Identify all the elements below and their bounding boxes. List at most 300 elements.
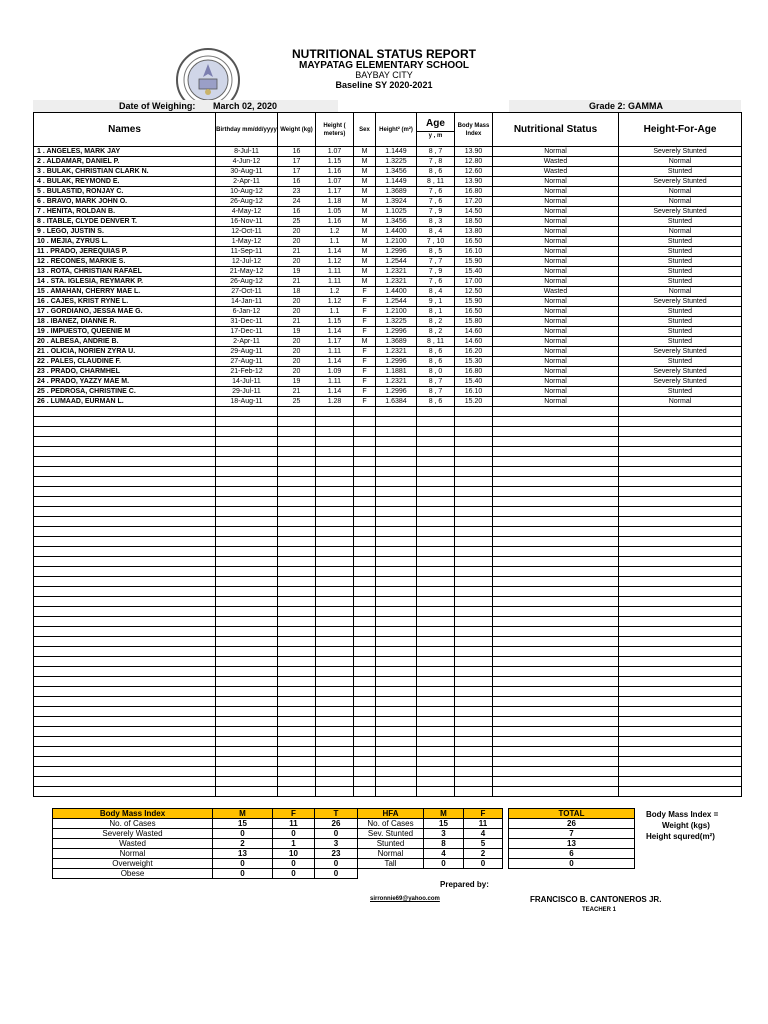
hfa-summary-row (358, 839, 503, 849)
table-row (34, 207, 742, 217)
cell-bmi (455, 547, 493, 557)
cell-height2 (376, 587, 417, 597)
cell-weight (278, 627, 316, 637)
cell-age (417, 507, 455, 517)
cell-age: 8 , 11 (417, 177, 455, 187)
cell-hfa (619, 707, 742, 717)
cell-hfa: Stunted (619, 337, 742, 347)
cell-weight: 20 (278, 257, 316, 267)
cell-age (417, 447, 455, 457)
total-summary-row (509, 859, 635, 869)
empty-row (34, 747, 742, 757)
cell-hfa (619, 437, 742, 447)
bmi-summary-table (52, 808, 358, 879)
cell-height: 1.15 (316, 157, 354, 167)
cell-weight (278, 667, 316, 677)
cell-bmi (455, 477, 493, 487)
email-link[interactable]: sirronnie69@yahoo.com (370, 896, 440, 902)
cell-name (34, 717, 216, 727)
cell-height: 1.11 (316, 277, 354, 287)
cell-age (417, 757, 455, 767)
cell-age: 8 , 3 (417, 217, 455, 227)
cell-birthday: 21-May-12 (216, 267, 278, 277)
grade-label: Grade 2: GAMMA (589, 101, 664, 111)
cell-birthday: 14-Jul-11 (216, 377, 278, 387)
bmi-summary-cell: Overweight (53, 859, 213, 869)
cell-status (493, 577, 619, 587)
cell-weight (278, 697, 316, 707)
cell-hfa: Severely Stunted (619, 367, 742, 377)
cell-hfa: Normal (619, 187, 742, 197)
cell-height2 (376, 607, 417, 617)
cell-status (493, 727, 619, 737)
cell-height: 1.17 (316, 187, 354, 197)
cell-height: 1.09 (316, 367, 354, 377)
cell-sex (354, 487, 376, 497)
cell-bmi: 12.80 (455, 157, 493, 167)
cell-age (417, 477, 455, 487)
cell-hfa (619, 507, 742, 517)
cell-height (316, 657, 354, 667)
cell-sex: M (354, 157, 376, 167)
cell-height2: 1.1449 (376, 177, 417, 187)
cell-bmi (455, 567, 493, 577)
cell-height: 1.11 (316, 377, 354, 387)
cell-status (493, 737, 619, 747)
cell-sex (354, 627, 376, 637)
cell-sex (354, 477, 376, 487)
cell-hfa: Stunted (619, 217, 742, 227)
cell-hfa (619, 637, 742, 647)
cell-sex (354, 767, 376, 777)
cell-height2 (376, 747, 417, 757)
cell-height (316, 787, 354, 797)
cell-hfa: Normal (619, 287, 742, 297)
total-summary-table (508, 808, 635, 869)
cell-name (34, 517, 216, 527)
cell-birthday: 18-Aug-11 (216, 397, 278, 407)
cell-bmi (455, 687, 493, 697)
empty-row (34, 477, 742, 487)
cell-height (316, 527, 354, 537)
cell-birthday (216, 467, 278, 477)
cell-sex (354, 547, 376, 557)
cell-sex: M (354, 277, 376, 287)
cell-sex: M (354, 177, 376, 187)
cell-height (316, 407, 354, 417)
cell-hfa: Stunted (619, 277, 742, 287)
cell-weight (278, 537, 316, 547)
cell-hfa (619, 597, 742, 607)
cell-bmi (455, 507, 493, 517)
cell-age: 7 , 9 (417, 267, 455, 277)
cell-weight (278, 777, 316, 787)
cell-weight (278, 447, 316, 457)
cell-bmi (455, 697, 493, 707)
cell-status: Normal (493, 297, 619, 307)
cell-sex (354, 647, 376, 657)
cell-birthday (216, 497, 278, 507)
cell-hfa: Stunted (619, 387, 742, 397)
cell-birthday: 17-Dec-11 (216, 327, 278, 337)
cell-age (417, 457, 455, 467)
bmi-summary-cell: 0 (315, 859, 358, 869)
cell-height (316, 557, 354, 567)
cell-name: 25 . PEDROSA, CHRISTINE C. (34, 387, 216, 397)
cell-weight (278, 547, 316, 557)
cell-name (34, 747, 216, 757)
table-row (34, 197, 742, 207)
hfa-summary-cell: 0 (424, 859, 464, 869)
cell-status (493, 787, 619, 797)
col-height: Height ( meters) (316, 113, 354, 147)
cell-name (34, 467, 216, 477)
cell-hfa (619, 717, 742, 727)
cell-height (316, 497, 354, 507)
cell-height: 1.28 (316, 397, 354, 407)
empty-row (34, 677, 742, 687)
empty-row (34, 757, 742, 767)
hfa-summary-cell: 4 (424, 849, 464, 859)
bmi-summary-cell: 0 (213, 859, 273, 869)
cell-hfa (619, 757, 742, 767)
cell-birthday (216, 627, 278, 637)
cell-height2 (376, 597, 417, 607)
cell-name: 15 . AMAHAN, CHERRY MAE L. (34, 287, 216, 297)
cell-name (34, 687, 216, 697)
cell-name (34, 727, 216, 737)
cell-weight (278, 427, 316, 437)
cell-name: 16 . CAJES, KRIST RYNE L. (34, 297, 216, 307)
cell-name (34, 697, 216, 707)
table-row (34, 297, 742, 307)
cell-height2: 1.2544 (376, 297, 417, 307)
cell-height2: 1.4400 (376, 227, 417, 237)
total-summary-row (509, 839, 635, 849)
cell-age (417, 667, 455, 677)
cell-hfa (619, 657, 742, 667)
bmi-summary-cell: 13 (213, 849, 273, 859)
bmi-summary-cell: 15 (213, 819, 273, 829)
total-summary-cell: 26 (509, 819, 635, 829)
empty-row (34, 787, 742, 797)
cell-status (493, 637, 619, 647)
cell-hfa: Severely Stunted (619, 377, 742, 387)
cell-height2 (376, 427, 417, 437)
cell-birthday: 2-Apr-11 (216, 337, 278, 347)
cell-height (316, 637, 354, 647)
bmi-summary-cell: M (213, 809, 273, 819)
cell-sex: M (354, 147, 376, 157)
hfa-summary-cell: 3 (424, 829, 464, 839)
col-bmi: Body Mass Index (455, 113, 493, 147)
empty-row (34, 657, 742, 667)
empty-row (34, 577, 742, 587)
cell-status (493, 407, 619, 417)
cell-bmi (455, 727, 493, 737)
cell-status: Normal (493, 367, 619, 377)
cell-weight: 20 (278, 357, 316, 367)
cell-birthday: 31-Dec-11 (216, 317, 278, 327)
cell-status: Normal (493, 397, 619, 407)
cell-hfa: Severely Stunted (619, 177, 742, 187)
cell-weight: 21 (278, 247, 316, 257)
report-title: NUTRITIONAL STATUS REPORT (292, 47, 476, 61)
cell-height (316, 767, 354, 777)
cell-bmi (455, 437, 493, 447)
bmi-summary-cell: 0 (213, 869, 273, 879)
cell-height2 (376, 677, 417, 687)
cell-weight (278, 757, 316, 767)
cell-bmi (455, 667, 493, 677)
cell-weight: 20 (278, 367, 316, 377)
cell-hfa (619, 487, 742, 497)
cell-height2 (376, 467, 417, 477)
cell-bmi: 16.10 (455, 387, 493, 397)
cell-height: 1.2 (316, 287, 354, 297)
cell-status: Wasted (493, 287, 619, 297)
cell-weight (278, 527, 316, 537)
cell-weight: 20 (278, 307, 316, 317)
empty-row (34, 767, 742, 777)
cell-age (417, 547, 455, 557)
cell-height2: 1.1025 (376, 207, 417, 217)
cell-height: 1.18 (316, 197, 354, 207)
cell-name (34, 487, 216, 497)
cell-birthday (216, 537, 278, 547)
cell-weight (278, 737, 316, 747)
cell-weight: 19 (278, 267, 316, 277)
bmi-summary-cell: Wasted (53, 839, 213, 849)
cell-age (417, 747, 455, 757)
cell-birthday (216, 707, 278, 717)
cell-height2: 1.2544 (376, 257, 417, 267)
cell-height2: 1.2100 (376, 307, 417, 317)
bmi-summary-header (53, 809, 358, 819)
total-summary-row (509, 819, 635, 829)
cell-name (34, 497, 216, 507)
table-row (34, 147, 742, 157)
table-row (34, 307, 742, 317)
cell-weight: 20 (278, 347, 316, 357)
cell-height2: 1.3924 (376, 197, 417, 207)
table-row (34, 187, 742, 197)
cell-height2: 1.3456 (376, 217, 417, 227)
cell-bmi (455, 617, 493, 627)
cell-birthday: 26-Aug-12 (216, 197, 278, 207)
cell-hfa: Stunted (619, 257, 742, 267)
cell-weight: 17 (278, 167, 316, 177)
cell-age: 8 , 7 (417, 387, 455, 397)
cell-bmi (455, 517, 493, 527)
cell-age (417, 517, 455, 527)
cell-bmi: 18.50 (455, 217, 493, 227)
bmi-summary-cell: 1 (273, 839, 315, 849)
cell-status (493, 757, 619, 767)
cell-height2 (376, 647, 417, 657)
teacher-title: TEACHER 1 (582, 907, 617, 913)
cell-name (34, 767, 216, 777)
cell-name (34, 597, 216, 607)
col-birthday: Birthday mm/dd/yyyy (216, 113, 278, 147)
cell-bmi (455, 717, 493, 727)
cell-bmi: 12.50 (455, 287, 493, 297)
cell-sex (354, 667, 376, 677)
cell-height (316, 447, 354, 457)
cell-sex (354, 407, 376, 417)
cell-height2 (376, 667, 417, 677)
cell-status (493, 587, 619, 597)
cell-birthday: 12-Oct-11 (216, 227, 278, 237)
cell-hfa (619, 617, 742, 627)
cell-height: 1.07 (316, 147, 354, 157)
cell-weight (278, 517, 316, 527)
cell-hfa (619, 607, 742, 617)
cell-height: 1.16 (316, 217, 354, 227)
cell-bmi: 15.90 (455, 257, 493, 267)
cell-name (34, 657, 216, 667)
cell-height (316, 587, 354, 597)
cell-weight (278, 417, 316, 427)
cell-age: 8 , 2 (417, 327, 455, 337)
col-age-sub: y , m (417, 131, 454, 140)
cell-height: 1.11 (316, 347, 354, 357)
empty-row (34, 597, 742, 607)
cell-birthday: 11-Sep-11 (216, 247, 278, 257)
info-bar (33, 100, 741, 112)
cell-age (417, 467, 455, 477)
cell-bmi: 15.40 (455, 377, 493, 387)
cell-weight (278, 787, 316, 797)
empty-row (34, 517, 742, 527)
cell-sex (354, 707, 376, 717)
hfa-summary-cell: 2 (464, 849, 503, 859)
empty-row (34, 467, 742, 477)
bmi-summary-row (53, 829, 358, 839)
cell-bmi (455, 447, 493, 457)
cell-birthday (216, 457, 278, 467)
empty-row (34, 587, 742, 597)
cell-weight: 19 (278, 377, 316, 387)
cell-name (34, 547, 216, 557)
cell-height2 (376, 757, 417, 767)
cell-bmi: 17.00 (455, 277, 493, 287)
cell-weight (278, 707, 316, 717)
cell-status (493, 557, 619, 567)
cell-bmi: 15.20 (455, 397, 493, 407)
cell-height (316, 687, 354, 697)
hfa-summary-cell: M (424, 809, 464, 819)
cell-status (493, 607, 619, 617)
cell-name: 6 . BRAVO, MARK JOHN O. (34, 197, 216, 207)
cell-status (493, 547, 619, 557)
cell-height: 1.14 (316, 357, 354, 367)
cell-bmi (455, 427, 493, 437)
cell-height2 (376, 697, 417, 707)
cell-sex: F (354, 347, 376, 357)
cell-weight (278, 677, 316, 687)
cell-age (417, 497, 455, 507)
cell-birthday (216, 527, 278, 537)
cell-bmi (455, 787, 493, 797)
cell-height2 (376, 737, 417, 747)
empty-row (34, 507, 742, 517)
cell-sex: M (354, 167, 376, 177)
cell-status (493, 527, 619, 537)
col-age-label: Age (426, 117, 445, 129)
table-row (34, 397, 742, 407)
cell-status: Normal (493, 257, 619, 267)
cell-age (417, 557, 455, 567)
cell-sex (354, 557, 376, 567)
cell-height2: 1.2996 (376, 357, 417, 367)
cell-status (493, 567, 619, 577)
cell-sex (354, 467, 376, 477)
cell-height (316, 697, 354, 707)
cell-status (493, 647, 619, 657)
cell-weight (278, 727, 316, 737)
cell-height (316, 597, 354, 607)
cell-age (417, 607, 455, 617)
cell-age: 8 , 11 (417, 337, 455, 347)
cell-height (316, 737, 354, 747)
cell-age (417, 677, 455, 687)
cell-weight (278, 507, 316, 517)
cell-birthday (216, 637, 278, 647)
cell-age: 9 , 1 (417, 297, 455, 307)
cell-bmi (455, 457, 493, 467)
cell-sex (354, 657, 376, 667)
cell-birthday: 8-Jul-11 (216, 147, 278, 157)
cell-name (34, 647, 216, 657)
table-row (34, 267, 742, 277)
hfa-summary-cell: 4 (464, 829, 503, 839)
cell-status (493, 717, 619, 727)
cell-name (34, 577, 216, 587)
cell-weight: 16 (278, 177, 316, 187)
cell-height: 1.12 (316, 257, 354, 267)
cell-height2: 1.2996 (376, 247, 417, 257)
cell-height (316, 577, 354, 587)
cell-name: 14 . STA. IGLESIA, REYMARK P. (34, 277, 216, 287)
empty-row (34, 447, 742, 457)
cell-birthday: 14-Jan-11 (216, 297, 278, 307)
cell-bmi: 13.90 (455, 147, 493, 157)
cell-age (417, 407, 455, 417)
cell-height: 1.14 (316, 387, 354, 397)
cell-name (34, 707, 216, 717)
cell-weight (278, 497, 316, 507)
cell-hfa (619, 477, 742, 487)
cell-hfa (619, 767, 742, 777)
cell-status (493, 687, 619, 697)
cell-height (316, 647, 354, 657)
cell-status (493, 417, 619, 427)
cell-height2 (376, 487, 417, 497)
cell-height: 1.1 (316, 237, 354, 247)
cell-age: 8 , 6 (417, 397, 455, 407)
cell-bmi (455, 607, 493, 617)
cell-height: 1.05 (316, 207, 354, 217)
cell-birthday: 21-Feb-12 (216, 367, 278, 377)
cell-height2: 1.2321 (376, 267, 417, 277)
cell-name (34, 437, 216, 447)
cell-bmi (455, 587, 493, 597)
cell-age: 8 , 4 (417, 287, 455, 297)
table-row (34, 177, 742, 187)
cell-height2 (376, 787, 417, 797)
cell-birthday (216, 757, 278, 767)
